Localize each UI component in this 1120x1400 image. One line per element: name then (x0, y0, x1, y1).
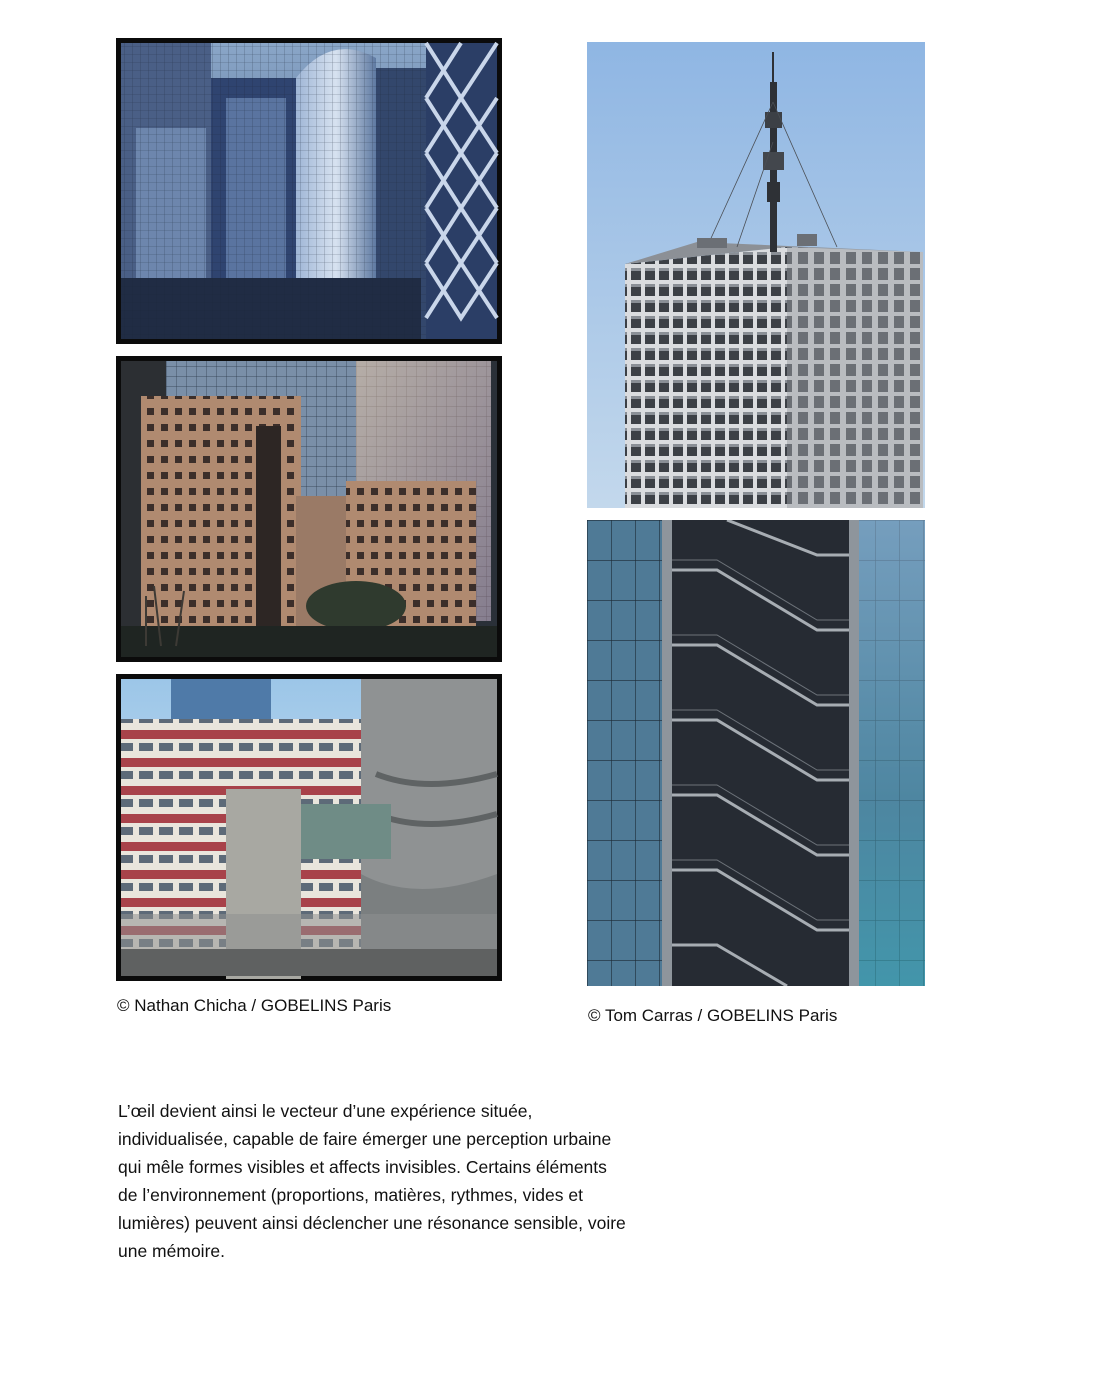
caption-right: © Tom Carras / GOBELINS Paris (588, 1006, 838, 1025)
body-line: une mémoire. (118, 1241, 225, 1261)
photo-concrete-buildings (116, 674, 502, 981)
body-paragraph (118, 1097, 688, 1265)
body-line: lumières) peuvent ainsi déclencher une résonance sensible, voire (118, 1213, 626, 1233)
body-line: de l’environnement (proportions, matières, rythmes, vides et (118, 1185, 583, 1205)
body-line: qui mêle formes visibles et affects invisibles. Certains éléments (118, 1157, 607, 1177)
body-line: individualisée, capable de faire émerger une perception urbaine (118, 1129, 612, 1149)
photo-staircase (587, 520, 925, 986)
photo-brick-towers (116, 356, 502, 662)
caption-left: © Nathan Chicha / GOBELINS Paris (117, 996, 392, 1015)
photo-glass-towers (116, 38, 502, 344)
photo-antenna-tower (587, 42, 925, 508)
body-line: L’œil devient ainsi le vecteur d’une expérience située, (118, 1101, 533, 1121)
